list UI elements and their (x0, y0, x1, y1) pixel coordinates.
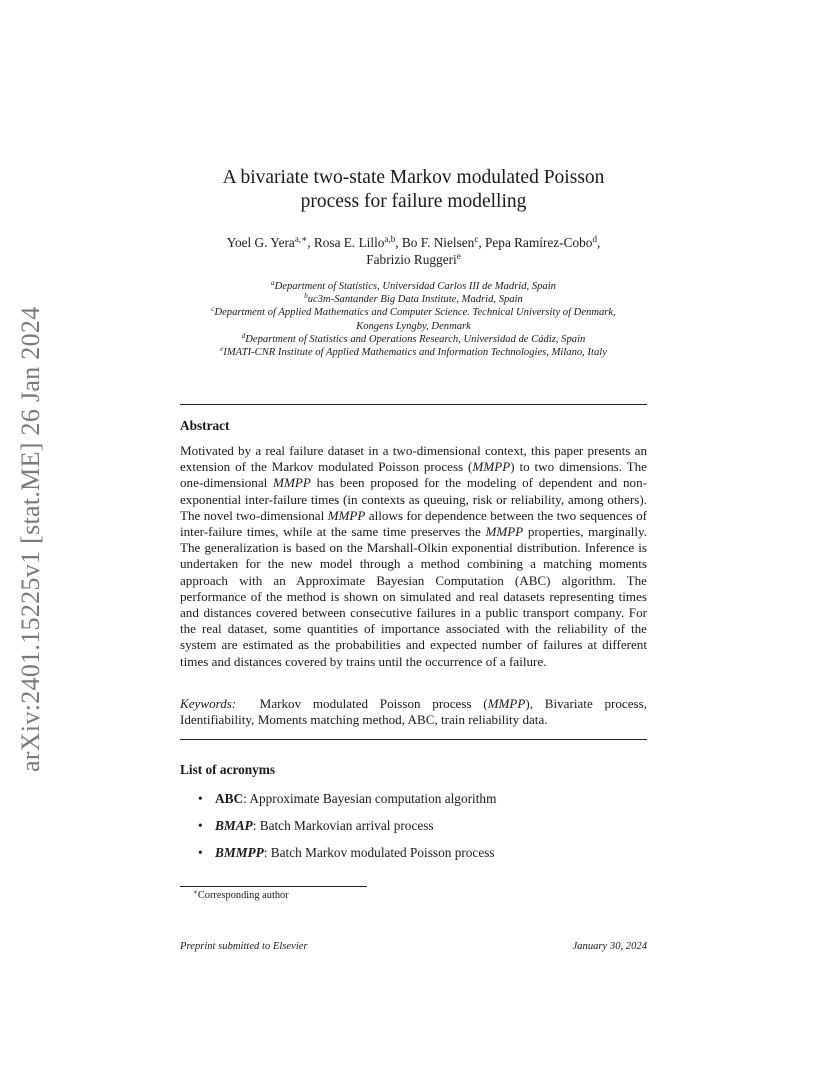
affiliation-mark: e (220, 345, 224, 354)
author-affil-mark: d (592, 234, 597, 245)
affiliation (170, 293, 657, 306)
affiliation-mark: a (271, 279, 275, 288)
acronym-abbr: BMAP (215, 818, 253, 833)
abstract-segment: Motivated by a real failure dataset in a two-dimensional context, this paper presents an extension of the Markov modulated Poisson process ( (180, 443, 647, 475)
preprint-notice: Preprint submitted to Elsevier (180, 941, 308, 952)
abstract-term: MMPP (327, 507, 366, 523)
author-list (180, 234, 647, 268)
abstract-segment: properties, marginally. The generalization is based on the Marshall-Olkin exponential distribution. Inference is undertaken for the new model through a method combining a matching moments approach with an Approximate Bayesian Computation (ABC) algorithm. The performance of the method is shown on simulated and real datasets representing times and distances covered between consecutive failures in a public transport company. For the real dataset, some quantities of importance associated with the reliability of the system are estimated as the probabilities and expected number of failures at different times and distances covered by trains until the occurrence of a failure. (180, 524, 647, 669)
acronym-desc: : Batch Markovian arrival process (252, 818, 434, 833)
author-name: Yoel G. Yera (226, 235, 295, 250)
preprint-date: January 30, 2024 (572, 941, 647, 952)
author-separator: , (395, 235, 402, 250)
acronym-abbr: ABC (215, 791, 244, 806)
affiliation-list (170, 280, 657, 359)
author-affil-mark: a,b (384, 234, 396, 245)
keywords-segment: ), Bivariate process, Identifiability, Moments matching method, ABC, train reliability data. (180, 696, 648, 728)
author-name: Bo F. Nielsen (401, 235, 475, 250)
acronym-abbr: BMMPP (215, 845, 264, 860)
abstract-term: MMPP (485, 524, 524, 540)
author-name: Fabrizio Ruggeri (366, 252, 457, 267)
keywords-term: MMPP (487, 696, 526, 711)
abstract-segment: ) to two dimensions. The one-dimensional (180, 459, 647, 491)
title-line-2: process for failure modelling (300, 191, 527, 212)
acronym-desc: : Batch Markov modulated Poisson process (263, 845, 495, 860)
abstract-bottom-rule (180, 739, 647, 740)
abstract-segment: allows for dependence between the two sequences of inter-failure times, while at the same time preserves the (180, 507, 647, 540)
footnote (193, 890, 289, 901)
keywords (180, 696, 647, 728)
affiliation-text: uc3m-Santander Big Data Institute, Madrid, Spain (307, 294, 523, 306)
affiliation-text: Department of Applied Mathematics and Computer Science. Technical University of Denmark, Kongens Lyngby, Denmark (214, 307, 616, 332)
abstract-heading: Abstract (180, 418, 230, 433)
abstract-text (180, 443, 647, 670)
acronym-desc: : Approximate Bayesian computation algorithm (243, 791, 497, 806)
footnote-mark: ∗ (193, 888, 198, 897)
keywords-label: Keywords: (180, 696, 237, 711)
paper-title (180, 166, 647, 214)
title-line-1: A bivariate two-state Markov modulated Poisson (222, 167, 605, 188)
keywords-segment: Markov modulated Poisson process ( (259, 696, 488, 711)
affiliation-text: IMATI-CNR Institute of Applied Mathematics and Information Technologies, Milano, Italy (223, 347, 607, 359)
affiliation-mark: b (304, 292, 308, 301)
abstract-top-rule (180, 404, 647, 405)
abstract-segment: has been proposed for the modeling of dependent and non-exponential inter-failure times (in contexts as queuing, risk or reliability, among others). The novel two-dimensional (180, 475, 647, 523)
acronyms-heading: List of acronyms (180, 762, 276, 777)
affiliation-mark: d (241, 331, 246, 340)
list-item (198, 790, 496, 817)
footnote-text: Corresponding author (197, 890, 289, 901)
list-item (198, 817, 496, 844)
bullet-icon: • (198, 791, 203, 806)
arxiv-identifier-stamp: arXiv:2401.15225v1 [stat.ME] 26 Jan 2024 (16, 306, 45, 772)
author-affil-mark: e (456, 251, 461, 262)
list-item (198, 844, 496, 871)
affiliation-text: Department of Statistics and Operations Research, Universidad de Cádiz, Spain (245, 333, 586, 345)
author-separator: , (596, 235, 601, 250)
affiliation-text: Department of Statistics, Universidad Carlos III de Madrid, Spain (274, 281, 556, 292)
author-affil-mark: c (474, 234, 479, 245)
affiliation (170, 306, 657, 332)
author-separator: , (307, 235, 314, 250)
acronyms-list (198, 790, 496, 871)
author-name: Rosa E. Lillo (313, 235, 385, 250)
abstract-term: MMPP (472, 459, 511, 475)
footnote-rule (180, 886, 367, 887)
author-name: Pepa Ramírez-Cobo (485, 235, 593, 250)
affiliation-mark: c (211, 305, 215, 314)
abstract-term: MMPP (273, 475, 311, 491)
affiliation (170, 346, 657, 359)
affiliation (170, 280, 657, 293)
author-separator: , (478, 235, 485, 250)
bullet-icon: • (198, 845, 203, 860)
affiliation (170, 333, 657, 346)
author-affil-mark: a,∗ (294, 234, 308, 245)
bullet-icon: • (198, 818, 203, 833)
